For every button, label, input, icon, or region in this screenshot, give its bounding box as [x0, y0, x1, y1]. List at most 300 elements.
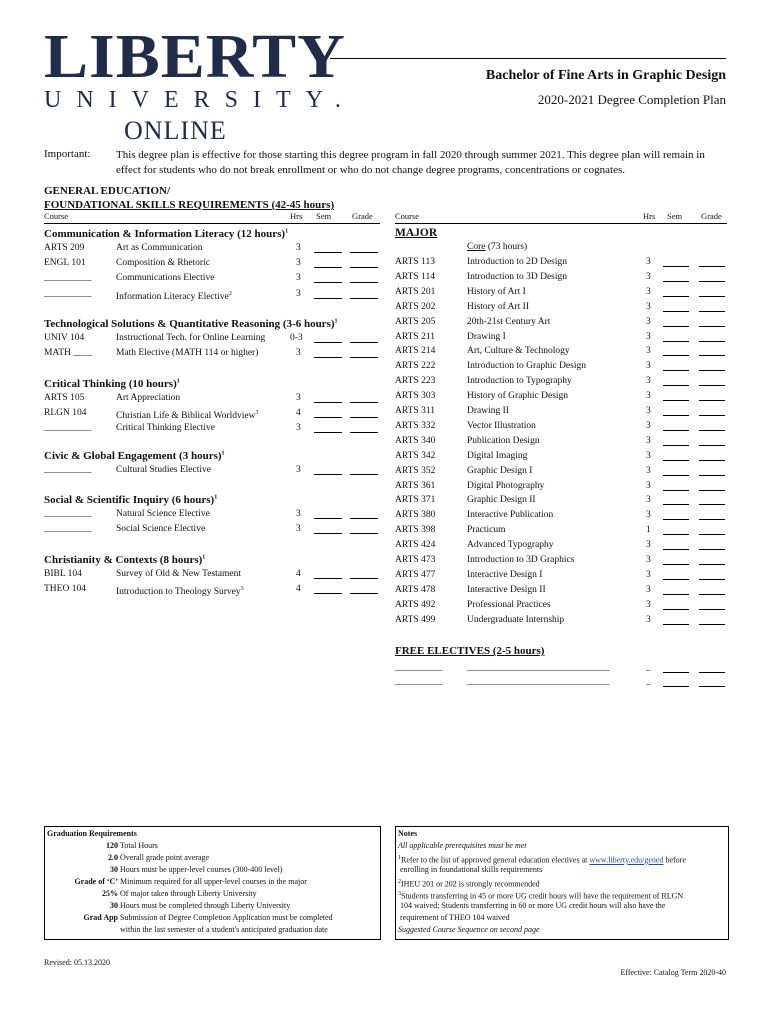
- semester-blank[interactable]: [663, 540, 689, 550]
- table-row: [395, 676, 727, 689]
- course-code: ARTS 371: [395, 495, 436, 506]
- course-hours: 3: [296, 465, 301, 475]
- course-name: Advanced Typography: [467, 540, 554, 551]
- course-code: ARTS 311: [395, 406, 435, 416]
- semester-blank[interactable]: [663, 495, 689, 505]
- grade-blank[interactable]: [699, 406, 725, 416]
- grad-req-row: [45, 864, 380, 876]
- note-1-cont: enrolling in foundational skills requirements: [400, 865, 543, 874]
- course-name: [116, 257, 210, 270]
- course-name-text: Instructional Tech. for Online Learning: [116, 333, 266, 343]
- course-name: [116, 583, 244, 599]
- course-name-text: Math Elective (MATH 114 or higher): [116, 348, 259, 358]
- grade-blank[interactable]: [699, 436, 725, 446]
- grad-req-row: [45, 876, 380, 888]
- note-sequence: Suggested Course Sequence on second page: [398, 925, 540, 934]
- table-row: [44, 257, 380, 270]
- table-row: [395, 301, 727, 314]
- semester-blank[interactable]: [663, 663, 689, 673]
- table-row: [44, 508, 380, 521]
- grade-blank[interactable]: [699, 525, 725, 535]
- course-hours: 1: [646, 525, 651, 536]
- semester-blank[interactable]: [663, 600, 689, 610]
- grade-blank[interactable]: [699, 495, 725, 505]
- semester-blank[interactable]: [663, 510, 689, 520]
- section-heading-sup: 1: [176, 378, 180, 385]
- course-code: MATH ____: [44, 348, 93, 358]
- semester-blank[interactable]: [314, 569, 342, 579]
- course-hours: 3: [646, 569, 651, 580]
- semester-blank[interactable]: [663, 391, 689, 401]
- grade-blank[interactable]: [350, 273, 378, 283]
- section-title: Critical Thinking (10 hours): [44, 378, 177, 390]
- course-hours: 3: [296, 243, 301, 253]
- course-code: ARTS 214: [395, 346, 436, 357]
- note-1: $^1$Refer to the list of approved general education electives at www.liberty.edu/gened before: [398, 855, 686, 865]
- course-hours: 3: [646, 301, 651, 312]
- section-title: Social & Scientific Inquiry (6 hours): [44, 494, 215, 506]
- grad-req-row: [45, 840, 380, 852]
- semester-blank[interactable]: [663, 287, 689, 297]
- table-row: [395, 509, 727, 522]
- table-row: [44, 568, 380, 581]
- semester-blank[interactable]: [663, 406, 689, 416]
- section-heading-wrap: [44, 554, 205, 566]
- course-name: Drawing II: [467, 406, 509, 416]
- course-code: ARTS 478: [395, 584, 436, 595]
- course-code: ARTS 105: [44, 393, 85, 403]
- table-row: [395, 360, 727, 373]
- elective-name-blank[interactable]: ______________________________: [467, 663, 610, 673]
- grade-blank[interactable]: [350, 348, 378, 358]
- grad-req-key: 2.0: [108, 853, 118, 862]
- course-name: Interactive Publication: [467, 510, 554, 521]
- elective-name-blank[interactable]: ______________________________: [467, 677, 610, 687]
- semester-blank[interactable]: [314, 509, 342, 519]
- course-code: ARTS 209: [44, 243, 85, 253]
- grade-blank[interactable]: [350, 243, 378, 253]
- grad-req-row: [45, 888, 380, 900]
- course-name: Digital Photography: [467, 480, 545, 491]
- course-code: ARTS 113: [395, 257, 435, 267]
- semester-blank[interactable]: [663, 332, 689, 342]
- course-code: ARTS 223: [395, 376, 436, 387]
- course-hours: 3: [646, 420, 651, 431]
- table-row: [395, 450, 727, 463]
- table-row: [44, 347, 380, 360]
- major-heading: MAJOR: [395, 227, 438, 239]
- course-hours: 3: [296, 273, 301, 283]
- course-name-text: Information Literacy Elective: [116, 292, 229, 303]
- grad-req-value: within the last semester of a student's anticipated graduation date: [120, 925, 328, 934]
- grade-blank[interactable]: [350, 333, 378, 343]
- grad-req-key: Grade of ‘C’: [74, 877, 118, 886]
- table-row: [395, 286, 727, 299]
- course-name-text: Communications Elective: [116, 273, 215, 283]
- table-row: [395, 420, 727, 433]
- table-row: [395, 539, 727, 552]
- course-code: ARTS 340: [395, 435, 436, 446]
- course-name: [116, 464, 211, 477]
- note-3: $^3$Students transferring in 45 or more UG credit hours will have the requirement of RLGN: [398, 891, 684, 901]
- grade-blank[interactable]: [350, 289, 378, 299]
- semester-blank[interactable]: [663, 376, 689, 386]
- grad-req-value: Minimum required for all upper-level courses in the major: [120, 877, 307, 886]
- table-row: [395, 435, 727, 448]
- course-hours: 3: [296, 423, 301, 433]
- course-name: [116, 392, 180, 405]
- table-row: [395, 599, 727, 612]
- semester-blank[interactable]: [663, 272, 689, 282]
- left-col-rule: [44, 223, 380, 224]
- grade-blank[interactable]: [699, 287, 725, 297]
- table-row: [395, 662, 727, 675]
- course-hours: 3: [646, 406, 651, 416]
- course-name: [116, 288, 232, 304]
- grade-blank[interactable]: [350, 408, 378, 418]
- page-subtitle: 2020-2021 Degree Completion Plan: [537, 92, 726, 107]
- table-row: [395, 494, 727, 507]
- grad-req-key: Grad App: [83, 913, 118, 922]
- table-row: [44, 332, 380, 345]
- course-hours: 3: [646, 331, 651, 342]
- grade-blank[interactable]: [699, 451, 725, 461]
- grade-blank[interactable]: [699, 555, 725, 565]
- gen-ed-heading-2: FOUNDATIONAL SKILLS REQUIREMENTS (42-45 hours): [44, 199, 335, 211]
- course-code: __________: [44, 465, 92, 475]
- grade-blank[interactable]: [699, 677, 725, 687]
- semester-blank[interactable]: [314, 524, 342, 534]
- table-row: [44, 288, 380, 301]
- course-code: ARTS 352: [395, 465, 436, 476]
- course-hours: 3: [296, 509, 301, 519]
- section-heading-wrap: [44, 494, 217, 506]
- grade-blank[interactable]: [699, 481, 725, 491]
- grad-req-key: 30: [110, 901, 118, 910]
- semester-blank[interactable]: [663, 361, 689, 371]
- grad-req-value: Submission of Degree Completion Application must be completed: [120, 913, 333, 922]
- section-title: Civic & Global Engagement (3 hours): [44, 450, 222, 462]
- course-hours: 3: [646, 599, 651, 610]
- course-name-text: Critical Thinking Elective: [116, 423, 216, 433]
- semester-blank[interactable]: [314, 584, 342, 594]
- grade-blank[interactable]: [350, 465, 378, 475]
- course-code: THEO 104: [44, 584, 86, 594]
- table-row: [395, 316, 727, 329]
- semester-blank[interactable]: [663, 555, 689, 565]
- course-name: [116, 508, 210, 521]
- semester-blank[interactable]: [663, 302, 689, 312]
- semester-blank[interactable]: [663, 525, 689, 535]
- section-heading-sup: 1: [334, 318, 338, 325]
- grad-req-row: [45, 924, 380, 936]
- course-name: Interactive Design I: [467, 569, 543, 580]
- course-code: ENGL 101: [44, 258, 86, 268]
- semester-blank[interactable]: [314, 465, 342, 475]
- grade-blank[interactable]: [699, 585, 725, 595]
- grade-blank[interactable]: [699, 317, 725, 327]
- semester-blank[interactable]: [314, 423, 342, 433]
- core-label: Core (73 hours): [467, 242, 528, 252]
- important-label: Important:: [44, 148, 91, 160]
- table-row: [395, 554, 727, 567]
- grade-blank[interactable]: [699, 421, 725, 431]
- course-hours: 3: [646, 257, 651, 267]
- course-hours: 3: [646, 510, 651, 521]
- grad-req-key: 25%: [102, 889, 118, 898]
- course-name: Graphic Design I: [467, 465, 533, 476]
- section-heading-sup: 1: [214, 494, 218, 501]
- grad-req-row: [45, 900, 380, 912]
- table-row: [395, 390, 727, 403]
- grad-req-row: [45, 912, 380, 924]
- grade-blank[interactable]: [350, 258, 378, 268]
- course-name: History of Art II: [467, 301, 530, 312]
- course-name-sup: 3: [255, 410, 259, 416]
- gen-ed-heading-1: GENERAL EDUCATION/: [44, 185, 171, 197]
- course-code: __________: [44, 423, 92, 433]
- semester-blank[interactable]: [663, 317, 689, 327]
- grade-blank[interactable]: [699, 332, 725, 342]
- grade-blank[interactable]: [699, 615, 725, 625]
- course-name: [116, 568, 241, 581]
- note-prereq: All applicable prerequisites must be met: [398, 841, 527, 850]
- elective-hours-blank[interactable]: _: [646, 663, 651, 673]
- semester-blank[interactable]: [663, 451, 689, 461]
- right-col-rule: [395, 223, 727, 224]
- grade-blank[interactable]: [699, 302, 725, 312]
- course-code: ARTS 201: [395, 286, 436, 297]
- section-title: Technological Solutions & Quantitative Reasoning (3-6 hours): [44, 318, 335, 330]
- semester-blank[interactable]: [314, 258, 342, 268]
- right-col-sem: Sem: [667, 211, 683, 221]
- grade-blank[interactable]: [350, 524, 378, 534]
- table-row: [395, 614, 727, 627]
- course-code: ARTS 303: [395, 391, 436, 402]
- left-col-sem: Sem: [316, 211, 332, 221]
- title-rule: [330, 58, 726, 59]
- grade-blank[interactable]: [699, 391, 725, 401]
- semester-blank[interactable]: [314, 289, 342, 299]
- course-code: RLGN 104: [44, 408, 87, 418]
- semester-blank[interactable]: [663, 481, 689, 491]
- left-col-hrs: Hrs: [290, 211, 303, 221]
- course-hours: 3: [296, 524, 301, 534]
- course-name-text: Christian Life & Biblical Worldview: [116, 411, 256, 422]
- course-hours: 3: [646, 435, 651, 446]
- semester-blank[interactable]: [314, 273, 342, 283]
- grade-blank[interactable]: [699, 466, 725, 476]
- grad-req-value: Overall grade point average: [120, 853, 210, 862]
- semester-blank[interactable]: [663, 436, 689, 446]
- course-name: [116, 347, 258, 360]
- section-heading-wrap: [44, 228, 288, 240]
- notes-heading: Notes: [398, 829, 418, 838]
- gened-link[interactable]: www.liberty.edu/gened: [589, 855, 664, 865]
- table-row: [395, 345, 727, 358]
- table-row: [395, 465, 727, 478]
- course-name: [116, 407, 258, 423]
- course-hours: 0-3: [290, 333, 303, 343]
- course-hours: 3: [296, 348, 301, 358]
- notes-box: [395, 826, 729, 940]
- course-hours: 3: [646, 361, 651, 372]
- right-col-hrs: Hrs: [643, 211, 656, 221]
- course-code: ARTS 499: [395, 614, 436, 625]
- grad-req-value: Hours must be completed through Liberty University: [120, 901, 291, 910]
- grade-blank[interactable]: [350, 423, 378, 433]
- course-name-sup: 3: [240, 586, 244, 592]
- course-code: __________: [44, 524, 92, 534]
- semester-blank[interactable]: [663, 257, 689, 267]
- semester-blank[interactable]: [314, 333, 342, 343]
- course-name: Art, Culture & Technology: [467, 346, 570, 357]
- table-row: [44, 583, 380, 596]
- liberty-logo-wordmark: LIBERTY: [44, 21, 346, 92]
- elective-hours-blank[interactable]: _: [646, 677, 651, 687]
- effective-term: Effective: Catalog Term 2020-40: [620, 968, 726, 977]
- semester-blank[interactable]: [663, 677, 689, 687]
- grade-blank[interactable]: [350, 584, 378, 594]
- course-name: [116, 242, 203, 255]
- course-code: ARTS 222: [395, 361, 436, 372]
- course-name-text: Introduction to Theology Survey: [116, 587, 241, 598]
- course-hours: 3: [296, 393, 301, 403]
- grade-blank[interactable]: [699, 510, 725, 520]
- course-name-text: Social Science Elective: [116, 524, 206, 534]
- grade-blank[interactable]: [699, 272, 725, 282]
- semester-blank[interactable]: [663, 466, 689, 476]
- note-3-cont1: 104 waived; Students transferring in 60 or more UG credit hours will also have the: [400, 901, 666, 910]
- course-hours: 3: [646, 450, 651, 461]
- grade-blank[interactable]: [699, 600, 725, 610]
- course-code: ARTS 202: [395, 301, 436, 312]
- course-name: Publication Design: [467, 435, 540, 446]
- course-name-text: Survey of Old & New Testament: [116, 569, 242, 579]
- course-name: Introduction to Graphic Design: [467, 361, 586, 372]
- semester-blank[interactable]: [663, 585, 689, 595]
- course-hours: 3: [646, 540, 651, 551]
- liberty-logo-online: ONLINE: [124, 116, 227, 145]
- elective-code-blank[interactable]: __________: [395, 677, 443, 687]
- grade-blank[interactable]: [699, 257, 725, 267]
- course-code: ARTS 473: [395, 555, 436, 565]
- semester-blank[interactable]: [663, 615, 689, 625]
- course-name: [116, 523, 205, 536]
- grade-blank[interactable]: [699, 361, 725, 371]
- course-code: ARTS 424: [395, 540, 436, 551]
- course-name-text: Art as Communication: [116, 243, 203, 253]
- course-hours: 3: [646, 584, 651, 595]
- semester-blank[interactable]: [663, 346, 689, 356]
- table-row: [44, 464, 380, 477]
- course-code: ARTS 477: [395, 569, 436, 580]
- course-name: History of Graphic Design: [467, 391, 569, 402]
- course-hours: 4: [296, 569, 301, 579]
- table-row: [44, 392, 380, 405]
- table-row: [395, 569, 727, 582]
- course-code: ARTS 205: [395, 316, 436, 327]
- semester-blank[interactable]: [663, 570, 689, 580]
- semester-blank[interactable]: [314, 243, 342, 253]
- grade-blank[interactable]: [699, 376, 725, 386]
- elective-code-blank[interactable]: __________: [395, 663, 443, 673]
- grad-req-key: 30: [110, 865, 118, 874]
- right-col-course: Course: [395, 211, 420, 221]
- semester-blank[interactable]: [314, 408, 342, 418]
- course-code: ARTS 361: [395, 480, 436, 491]
- course-name: Introduction to 3D Graphics: [467, 555, 575, 565]
- course-hours: 3: [646, 614, 651, 625]
- section-heading-wrap: [44, 450, 225, 462]
- course-name: Undergraduate Internship: [467, 614, 565, 625]
- course-name-text: Cultural Studies Elective: [116, 465, 211, 475]
- grade-blank[interactable]: [699, 346, 725, 356]
- course-hours: 3: [646, 346, 651, 357]
- course-code: UNIV 104: [44, 333, 85, 343]
- section-heading-wrap: [44, 318, 338, 330]
- course-name: Graphic Design II: [467, 495, 536, 506]
- liberty-logo-university: UNIVERSITY.: [44, 87, 356, 113]
- table-row: [44, 523, 380, 536]
- course-hours: 3: [646, 465, 651, 476]
- course-name: [116, 272, 214, 285]
- revised-date: Revised: 05.13.2020: [44, 958, 110, 967]
- grade-blank[interactable]: [350, 509, 378, 519]
- table-row: [44, 407, 380, 420]
- course-name: 20th-21st Century Art: [467, 316, 551, 327]
- grad-req-value: Of major taken through Liberty University: [120, 889, 257, 898]
- course-code: __________: [44, 509, 92, 519]
- grade-blank[interactable]: [350, 569, 378, 579]
- course-code: ARTS 342: [395, 450, 436, 461]
- grad-req-value: Total Hours: [120, 841, 158, 850]
- course-hours: 3: [646, 495, 651, 506]
- semester-blank[interactable]: [314, 348, 342, 358]
- table-row: [395, 480, 727, 493]
- semester-blank[interactable]: [663, 421, 689, 431]
- table-row: [395, 256, 727, 269]
- course-name: Introduction to Typography: [467, 376, 572, 387]
- table-row: [395, 271, 727, 284]
- page-title: Bachelor of Fine Arts in Graphic Design: [485, 68, 726, 83]
- left-col-course: Course: [44, 211, 69, 221]
- grade-blank[interactable]: [699, 570, 725, 580]
- gen-ed-heading: [44, 184, 334, 212]
- course-hours: 3: [296, 258, 301, 268]
- table-row: [395, 524, 727, 537]
- course-name: Vector Illustration: [467, 420, 536, 431]
- grade-blank[interactable]: [699, 663, 725, 673]
- course-name-text: Natural Science Elective: [116, 509, 210, 519]
- important-text: This degree plan is effective for those starting this degree program in fall 2020 through summer 2021. This degree plan will remain in effect for students who do not break enrollment or who do not change degree programs, concentrations or cognates.: [116, 149, 705, 176]
- grade-blank[interactable]: [699, 540, 725, 550]
- grade-blank[interactable]: [350, 393, 378, 403]
- table-row: [395, 375, 727, 388]
- section-title: Christianity & Contexts (8 hours): [44, 554, 203, 566]
- section-heading-sup: 1: [221, 450, 225, 457]
- free-electives-heading: FREE ELECTIVES (2-5 hours): [395, 645, 545, 657]
- course-hours: 3: [646, 286, 651, 297]
- course-name: Introduction to 2D Design: [467, 257, 568, 267]
- semester-blank[interactable]: [314, 393, 342, 403]
- table-row: [44, 272, 380, 285]
- grad-req-row: [45, 852, 380, 864]
- course-code: ARTS 114: [395, 271, 435, 282]
- section-heading-sup: 1: [202, 554, 206, 561]
- course-name: Practicum: [467, 525, 506, 536]
- course-hours: 3: [296, 289, 301, 299]
